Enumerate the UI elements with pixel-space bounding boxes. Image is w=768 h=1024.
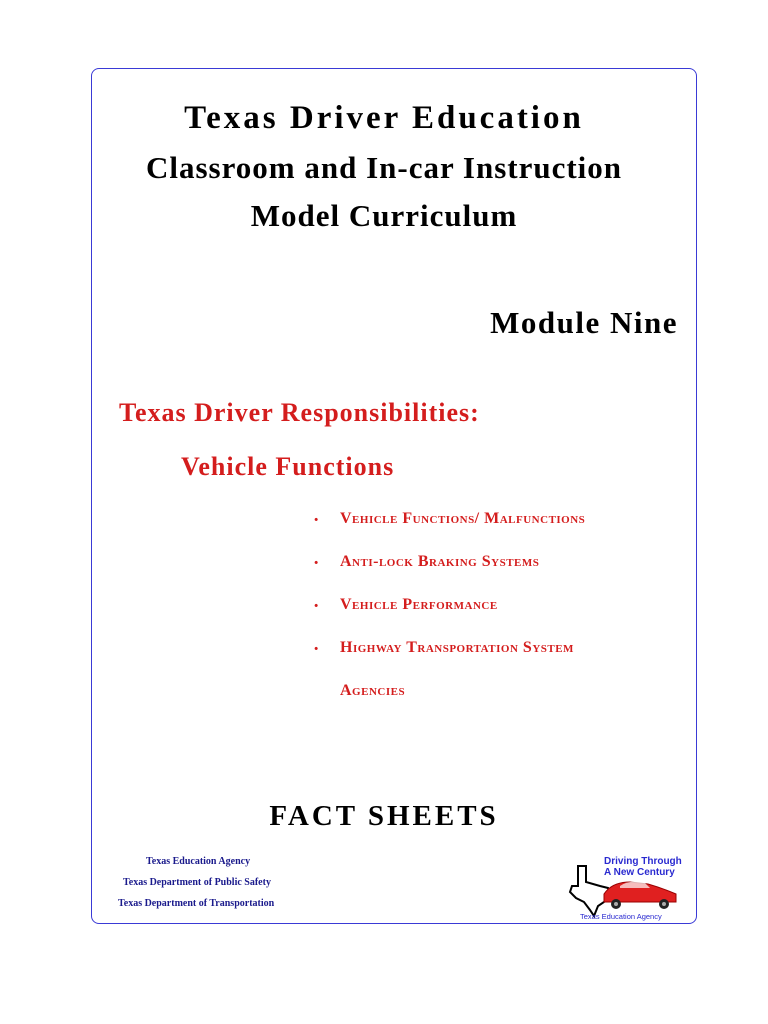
agency-tea: Texas Education Agency (146, 856, 251, 867)
agency-dps: Texas Department of Public Safety (123, 877, 271, 888)
title-line-1: Texas Driver Education (184, 100, 584, 136)
fact-sheets-heading: FACT SHEETS (269, 800, 499, 832)
module-heading: Module Nine (490, 305, 678, 340)
title-line-3: Model Curriculum (250, 198, 518, 233)
list-item: Vehicle Performance (340, 596, 498, 613)
tea-logo (564, 852, 690, 922)
logo-line-2: A New Century (604, 867, 675, 878)
section-heading: Texas Driver Responsibilities: (119, 398, 480, 427)
bullet-icon: · (313, 639, 320, 660)
title-line-2: Classroom and In-car Instruction (145, 150, 623, 185)
list-item: Vehicle Functions/ Malfunctions (340, 510, 586, 527)
logo-line-1: Driving Through (604, 856, 682, 867)
bullet-icon: · (313, 553, 320, 574)
list-item-continuation: Agencies (340, 682, 406, 699)
list-item: Highway Transportation System (340, 639, 574, 656)
list-item: Anti-lock Braking Systems (340, 553, 540, 570)
agency-txdot: Texas Department of Transportation (118, 898, 275, 909)
logo-caption: Texas Education Agency (580, 912, 662, 921)
bullet-icon: · (313, 510, 320, 531)
subsection-heading: Vehicle Functions (181, 452, 395, 481)
bullet-icon: · (313, 596, 320, 617)
page-border (91, 68, 697, 924)
